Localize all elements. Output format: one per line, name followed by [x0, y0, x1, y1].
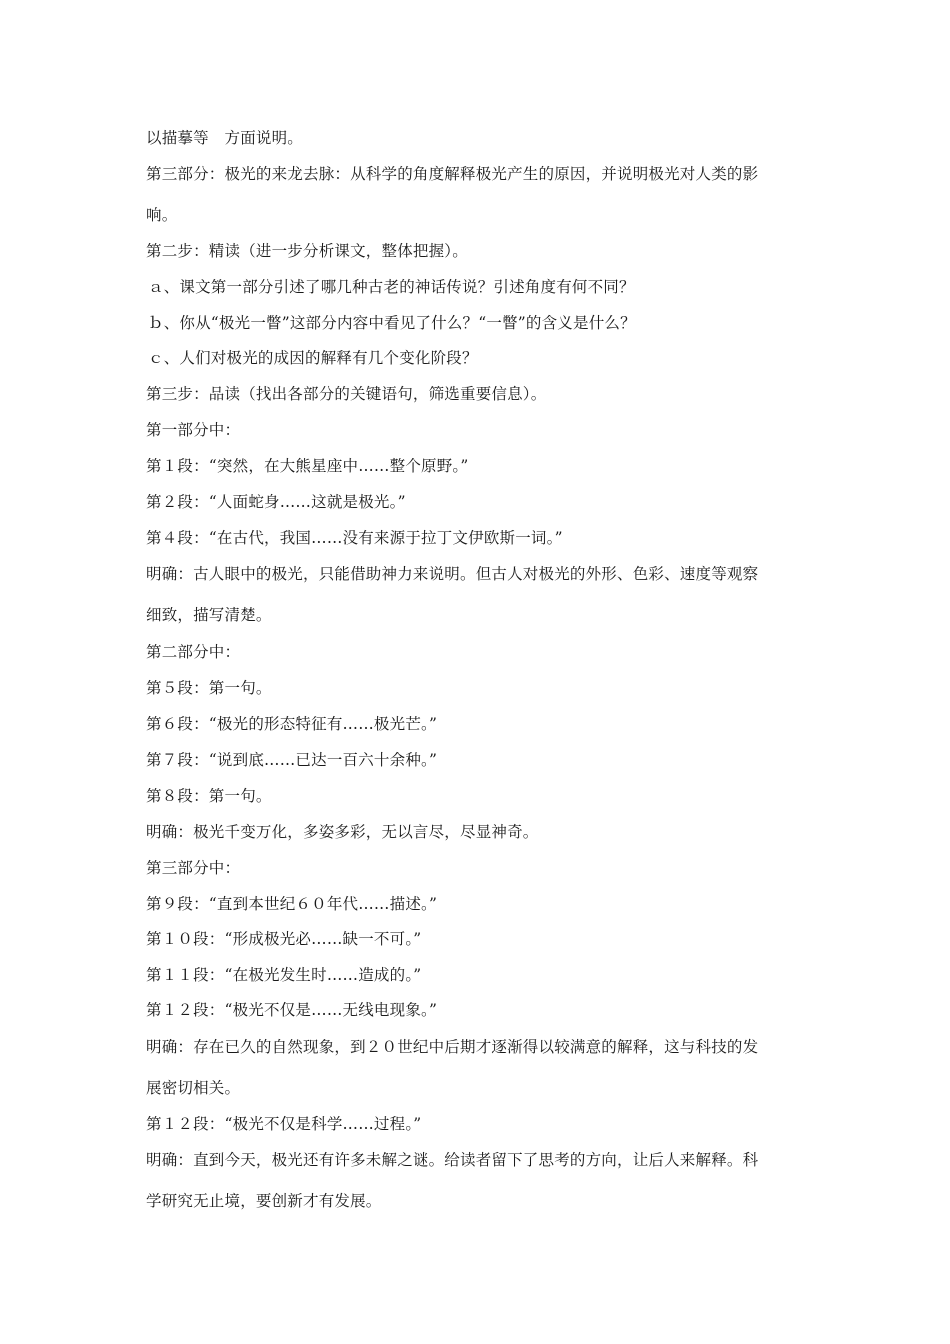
- paragraph-ref: 第２段：“人面蛇身……这就是极光。”: [146, 493, 406, 511]
- text-line-4: 第二步：精读（进一步分析课文，整体把握）。: [146, 242, 468, 260]
- question-b: ｂ、你从“极光一瞥”这部分内容中看见了什么？“一瞥”的含义是什么？: [148, 314, 636, 332]
- paragraph-ref: 第１０段：“形成极光必……缺一不可。”: [146, 930, 422, 948]
- paragraph-ref: 第１２段：“极光不仅是……无线电现象。”: [146, 1001, 438, 1019]
- question-c: ｃ、人们对极光的成因的解释有几个变化阶段？: [148, 349, 478, 367]
- paragraph-ref: 第１段：“突然，在大熊星座中……整个原野。”: [146, 457, 469, 475]
- section-heading-2: 第二部分中：: [146, 643, 241, 661]
- conclusion-line: 展密切相关。: [146, 1079, 241, 1097]
- paragraph-ref: 第４段：“在古代，我国……没有来源于拉丁文伊欧斯一词。”: [146, 529, 563, 547]
- text-line-1: 以描摹等 方面说明。: [146, 129, 304, 147]
- paragraph-ref: 第６段：“极光的形态特征有……极光芒。”: [146, 715, 438, 733]
- text-line-2: 第三部分：极光的来龙去脉：从科学的角度解释极光产生的原因，并说明极光对人类的影: [146, 165, 759, 183]
- paragraph-ref: 第１２段：“极光不仅是科学……过程。”: [146, 1115, 422, 1133]
- paragraph-ref: 第１１段：“在极光发生时……造成的。”: [146, 966, 422, 984]
- text-line-3: 响。: [146, 206, 178, 224]
- paragraph-ref: 第８段：第一句。: [146, 787, 272, 805]
- paragraph-ref: 第５段：第一句。: [146, 679, 272, 697]
- conclusion-line: 细致，描写清楚。: [146, 606, 272, 624]
- paragraph-ref: 第９段：“直到本世纪６０年代……描述。”: [146, 895, 438, 913]
- conclusion-line: 明确：极光千变万化，多姿多彩，无以言尽，尽显神奇。: [146, 823, 539, 841]
- conclusion-line: 明确：直到今天，极光还有许多未解之谜。给读者留下了思考的方向，让后人来解释。科: [146, 1151, 759, 1169]
- paragraph-ref: 第７段：“说到底……已达一百六十余种。”: [146, 751, 438, 769]
- conclusion-line: 学研究无止境，要创新才有发展。: [146, 1192, 382, 1210]
- conclusion-line: 明确：存在已久的自然现象，到２０世纪中后期才逐渐得以较满意的解释，这与科技的发: [146, 1038, 759, 1056]
- text-line-8: 第三步：品读（找出各部分的关键语句，筛选重要信息）。: [146, 385, 547, 403]
- section-heading-1: 第一部分中：: [146, 421, 241, 439]
- section-heading-3: 第三部分中：: [146, 859, 241, 877]
- conclusion-line: 明确：古人眼中的极光，只能借助神力来说明。但古人对极光的外形、色彩、速度等观察: [146, 565, 759, 583]
- question-a: ａ、课文第一部分引述了哪几种古老的神话传说？引述角度有何不同？: [148, 278, 635, 296]
